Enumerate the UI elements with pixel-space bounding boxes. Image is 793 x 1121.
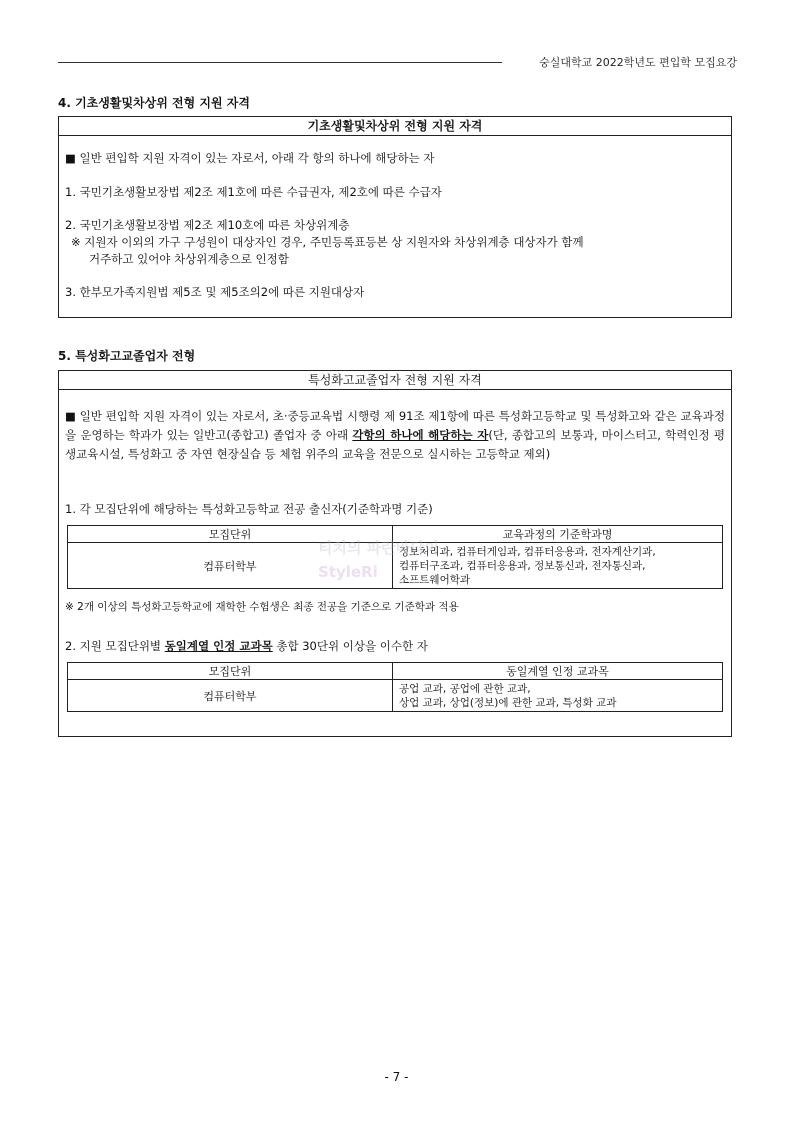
section5-item2-post: 총합 30단위 이상을 이수한 자 (272, 639, 428, 653)
table-major-names (67, 525, 723, 589)
section5-title: 5. 특성화고교졸업자 전형 (58, 349, 196, 363)
section4-line-3: 3. 한부모가족지원법 제5조 및 제5조의2에 따른 지원대상자 (65, 285, 365, 299)
table2-subjects (393, 680, 723, 712)
section5-intro-post: (단, 종합고의 보통과, 마이스터고, 학력인정 평생교육시설, 특성화고 중 자연 현장실습 등 체험 위주의 교육을 전문으로 실시하는 고등학교 제외) (65, 428, 725, 461)
table1-header-majors: 교육과정의 기준학과명 (393, 526, 723, 543)
table2-subjects-line: 상업 교과, 상업(정보)에 관한 교과, 특성화 교과 (399, 696, 617, 709)
header-rule (58, 62, 502, 63)
table1-majors-line: 정보처리과, 컴퓨터게임과, 컴퓨터응용과, 전자계산기과, (399, 545, 656, 558)
section5-box (58, 370, 732, 737)
table1-majors-line: 소프트웨어학과 (399, 573, 471, 586)
section4-title: 4. 기초생활및차상위 전형 지원 자격 (58, 96, 250, 110)
table1-unit: 컴퓨터학부 (68, 543, 393, 589)
table1-majors-line: 컴퓨터구조과, 컴퓨터응용과, 정보통신과, 전자통신과, (399, 559, 646, 572)
watermark-line1: 티치의 파란바닥이 (318, 539, 440, 557)
table2-header-unit: 모집단위 (68, 663, 393, 680)
section4-box (58, 116, 732, 318)
table2-header-subjects: 동일계열 인정 교과목 (393, 663, 723, 680)
section5-item2-pre: 2. 지원 모집단위별 (65, 639, 165, 653)
header-title: 숭실대학교 2022학년도 편입학 모집요강 (539, 56, 737, 69)
section4-line-2: 2. 국민기초생활보장법 제2조 제10호에 따른 차상위계층 (65, 218, 350, 232)
table1-header-unit: 모집단위 (68, 526, 393, 543)
section4-note: ※ 지원자 이외의 가구 구성원이 대상자인 경우, 주민등록표등본 상 지원자와 차상위계층 대상자가 함께 (71, 235, 584, 249)
section5-intro-pre: ■ 일반 편입학 지원 자격이 있는 자로서, 초·중등교육법 시행령 제 91조 제1항에 따른 특성화고등학교 및 특성화고와 같은 교육과정을 운영하는 학과가 있는 일반고(종합고) 졸업자 중 아래 (65, 409, 725, 442)
section5-intro-emph: 각항의 하나에 해당하는 자 (352, 428, 489, 442)
table2-unit: 컴퓨터학부 (68, 680, 393, 712)
table1-majors (393, 543, 723, 589)
section5-item1: 1. 각 모집단위에 해당하는 특성화고등학교 전공 출신자(기준학과명 기준) (65, 502, 433, 516)
section5-intro (65, 407, 725, 464)
section5-box-title: 특성화고교졸업자 전형 지원 자격 (59, 371, 731, 390)
section4-line-intro: ■ 일반 편입학 지원 자격이 있는 자로서, 아래 각 항의 하나에 해당하는 자 (65, 151, 435, 165)
table2-subjects-line: 공업 교과, 공업에 관한 교과, (399, 682, 531, 695)
section4-line-1: 1. 국민기초생활보장법 제2조 제1호에 따른 수급권자, 제2호에 따른 수급자 (65, 185, 442, 199)
page-number: - 7 - (384, 1070, 409, 1084)
section5-note: ※ 2개 이상의 특성화고등학교에 재학한 수험생은 최종 전공을 기준으로 기준학과 적용 (65, 601, 459, 613)
table-related-subjects (67, 662, 723, 712)
watermark-line2: StyleRi (318, 563, 378, 581)
section4-note-cont: 거주하고 있어야 차상위계층으로 인정함 (89, 252, 289, 266)
section4-box-title: 기초생활및차상위 전형 지원 자격 (59, 117, 731, 136)
section5-item2-emph: 동일계열 인정 교과목 (164, 639, 273, 653)
section5-item2 (65, 637, 725, 656)
